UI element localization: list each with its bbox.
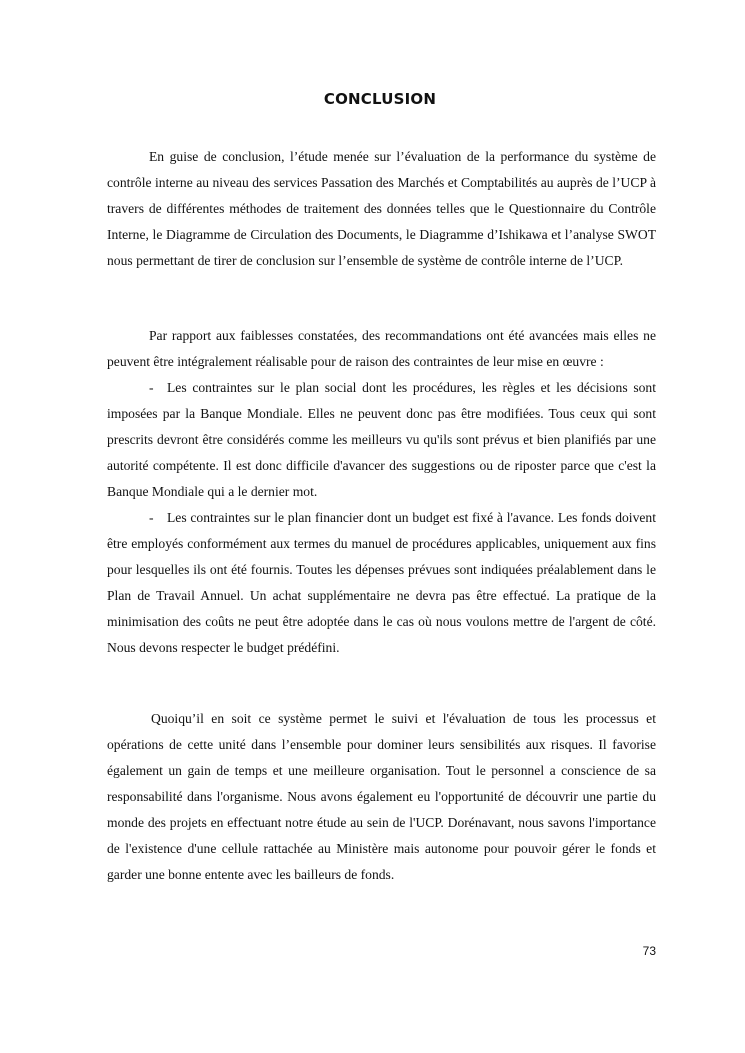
paragraph-intro: En guise de conclusion, l’étude menée sur l’évaluation de la performance du système de contrôle interne au niveau des services Passation des Marchés et Comptabilités au auprès de l’UCP à travers de différentes méthodes de traitement des données telles que le Questionnaire du Contrôle Interne, le Diagramme de Circulation des Documents, le Diagramme d’Ishikawa et l’analyse SWOT nous permettant de tirer de conclusion sur l’ensemble de système de contrôle interne de l’UCP. — [107, 149, 656, 268]
bullet-dash: - — [149, 380, 154, 395]
list-item-social-constraints — [107, 375, 656, 505]
conclusion-intro-section — [107, 144, 656, 274]
paragraph-recommendations: Par rapport aux faiblesses constatées, des recommandations ont été avancées mais elles ne peuvent être intégralement réalisable pour de raison des contraintes de leur mise en œuvre : — [107, 328, 656, 369]
page-number: 73 — [642, 944, 656, 958]
page-title: CONCLUSION — [323, 90, 437, 108]
bullet-dash: - — [149, 510, 154, 525]
closing-section — [107, 706, 656, 888]
paragraph-closing: Quoiqu’il en soit ce système permet le suivi et l'évaluation de tous les processus et opérations de cette unité dans l’ensemble pour dominer leurs sensibilités aux risques. Il favorise également un gain de temps et une meilleure organisation. Tout le personnel a conscience de sa responsabilité dans l'organisme. Nous avons également eu l'opportunité de découvrir une partie du monde des projets en effectuant notre étude au sein de l'UCP. Dorénavant, nous savons l'importance de l'existence d'une cellule rattachée au Ministère mais autonome pour pouvoir gérer le fonds et garder une bonne entente avec les bailleurs de fonds. — [107, 711, 656, 882]
list-item-text: Les contraintes sur le plan social dont les procédures, les règles et les décisions sont imposées par la Banque Mondiale. Elles ne peuvent donc pas être modifiées. Tous ceux qui sont prescrits devront être considérés comme les meilleurs vu qu'ils sont prévus et bien planifiés par une autorité compétente. Il est donc difficile d'avancer des suggestions ou de riposter parce que c'est la Banque Mondiale qui a le dernier mot. — [107, 380, 656, 499]
list-item-text: Les contraintes sur le plan financier dont un budget est fixé à l'avance. Les fonds doivent être employés conformément aux termes du manuel de procédures applicables, uniquement aux fins pour lesquelles ils ont été fournis. Toutes les dépenses prévues sont indiquées préalablement dans le Plan de Travail Annuel. Un achat supplémentaire ne devra pas être effectué. La pratique de la minimisation des coûts ne peut être adoptée dans le cas où nous voulons mettre de l'argent de côté. Nous devons respecter le budget prédéfini. — [107, 510, 656, 655]
list-item-financial-constraints — [107, 505, 656, 661]
constraints-section — [107, 323, 656, 661]
